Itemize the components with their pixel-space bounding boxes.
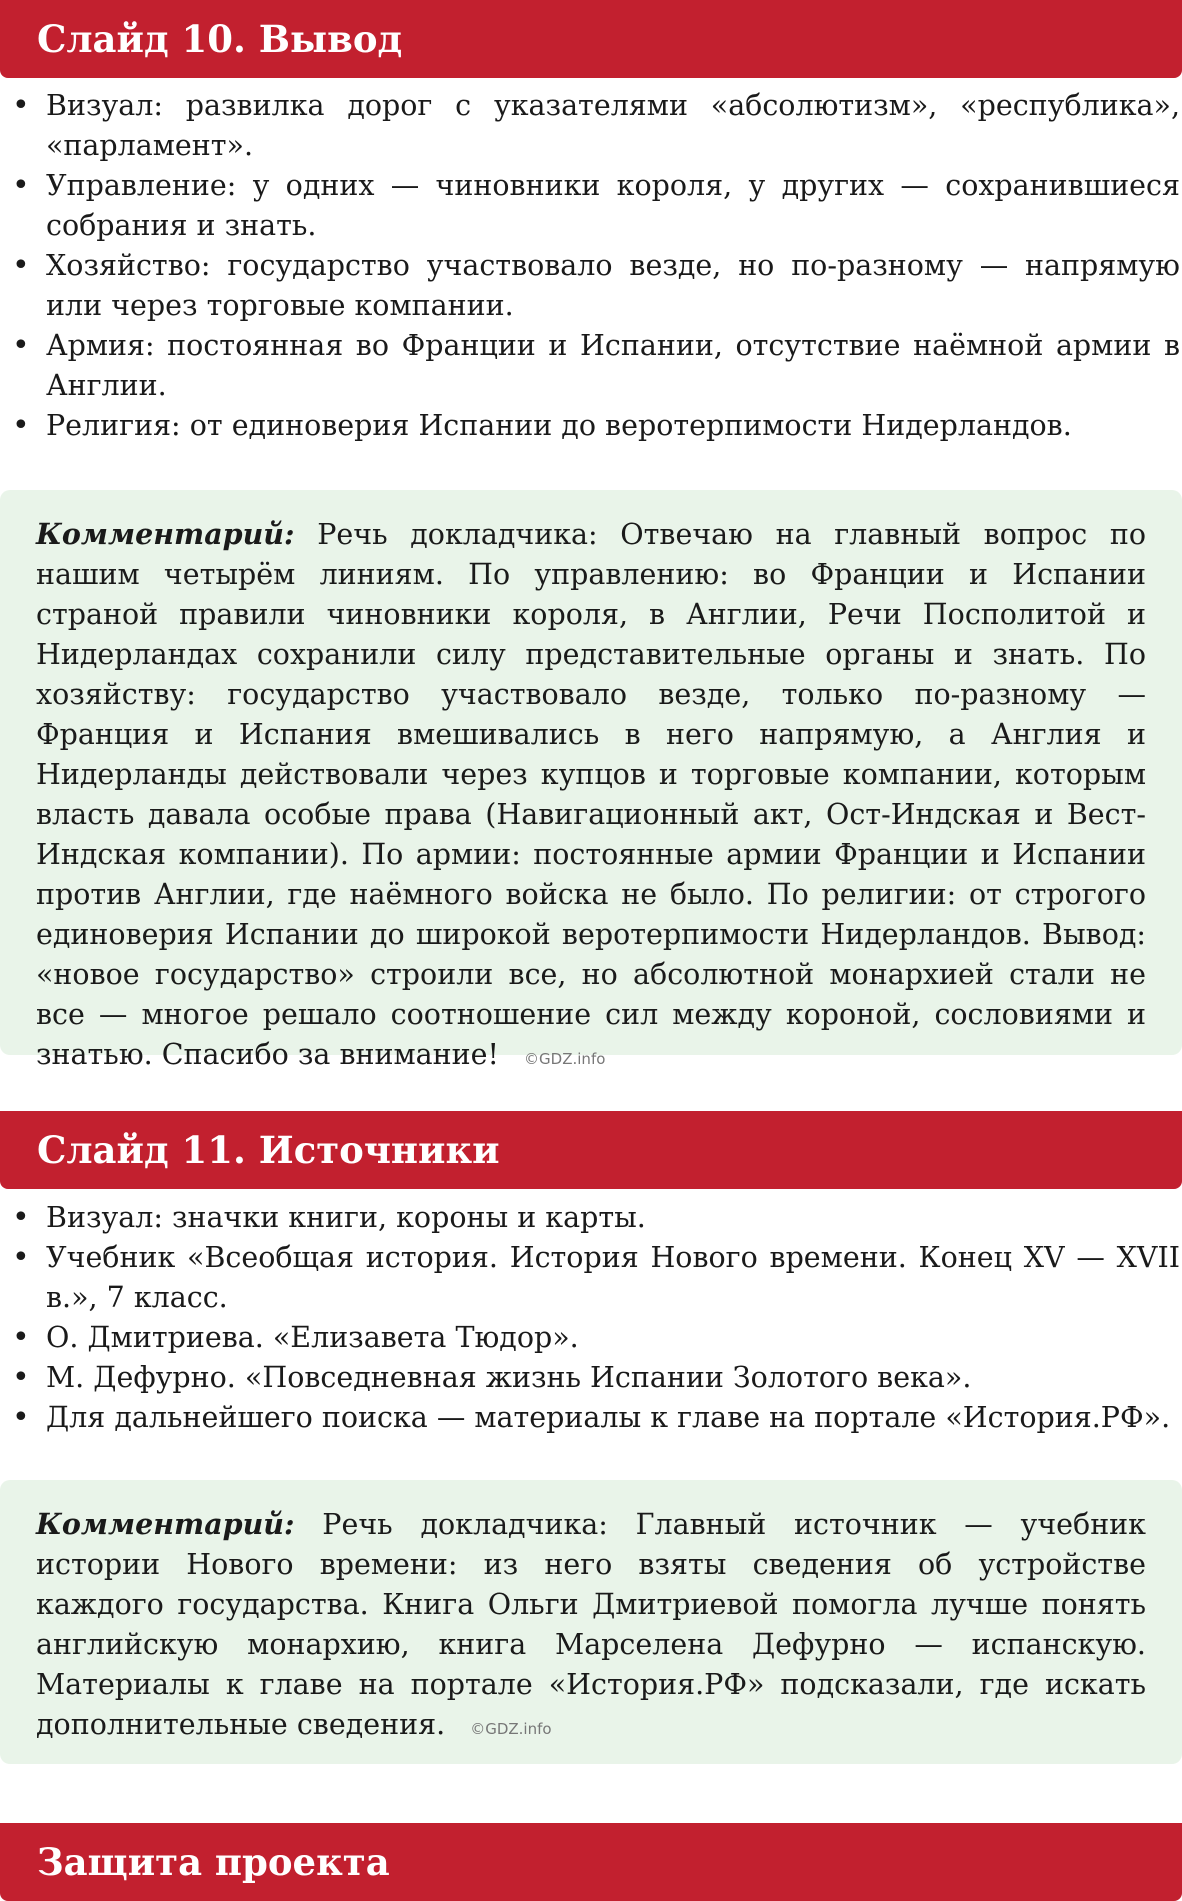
slide-10-bullet-list [10, 86, 1180, 446]
list-item: • М. Дефурно. «Повседневная жизнь Испании Золотого века». [10, 1358, 1180, 1398]
list-item: • О. Дмитриева. «Елизавета Тюдор». [10, 1318, 1180, 1358]
watermark: ©GDZ.info [470, 1720, 552, 1738]
slide-11-comment-box [0, 1480, 1182, 1764]
list-item: • Религия: от единоверия Испании до веротерпимости Нидерландов. [10, 406, 1180, 446]
comment-text: Речь докладчика: Главный источник — учебник истории Нового времени: из него взяты сведения об устройстве каждого государства. Книга Ольги Дмитриевой помогла лучше понять английскую монархию, книга Марселена Дефурно — испанскую. Материалы к главе на портале «История.РФ» подсказали, где искать дополнительные сведения. [36, 1508, 1146, 1741]
footer-title: Защита проекта [37, 1840, 390, 1884]
list-item: • Учебник «Всеобщая история. История Нового времени. Конец XV — XVII в.», 7 класс. [10, 1238, 1180, 1318]
list-item: • Управление: у одних — чиновники короля, у других — сохранившиеся собрания и знать. [10, 166, 1180, 246]
footer-header [0, 1823, 1182, 1901]
slide-10-header [0, 0, 1182, 78]
list-item: • Визуал: значки книги, короны и карты. [10, 1198, 1180, 1238]
watermark: ©GDZ.info [524, 1050, 606, 1068]
list-item: • Для дальнейшего поиска — материалы к главе на портале «История.РФ». [10, 1398, 1180, 1438]
comment-label: Комментарий: [36, 1507, 295, 1541]
slide-11-header [0, 1111, 1182, 1189]
slide-10-comment-box [0, 490, 1182, 1071]
comment-text: Речь докладчика: Отвечаю на главный вопрос по нашим четырём линиям. По управлению: во Франции и Испании страной правили чиновники короля, в Англии, Речи Посполитой и Нидерландах сохранили силу представительные органы и знать. По хозяйству: государство участвовало везде, только по-разному — Франция и Испания вмешивались в него напрямую, а Англия и Нидерланды действовали через купцов и торговые компании, которым власть давала особые права (Навигационный акт, Ост-Индская и Вест-Индская компании). По армии: постоянные армии Франции и Испании против Англии, где наёмного войска не было. По религии: от строгого единоверия Испании до широкой веротерпимости Нидерландов. Вывод: «новое государство» строили все, но абсолютной монархией стали не все — многое решало соотношение сил между короной, сословиями и знатью. Спасибо за внимание! [36, 518, 1147, 1071]
comment-label: Комментарий: [36, 517, 295, 551]
slide-11-bullet-list [10, 1198, 1180, 1438]
list-item: • Армия: постоянная во Франции и Испании, отсутствие наёмной армии в Англии. [10, 326, 1180, 406]
slide-10-title: Слайд 10. Вывод [37, 17, 403, 61]
slide-11-title: Слайд 11. Источники [37, 1128, 500, 1172]
list-item: • Хозяйство: государство участвовало везде, но по-разному — напрямую или через торговые компании. [10, 246, 1180, 326]
list-item: • Визуал: развилка дорог с указателями «абсолютизм», «республика», «парламент». [10, 86, 1180, 166]
